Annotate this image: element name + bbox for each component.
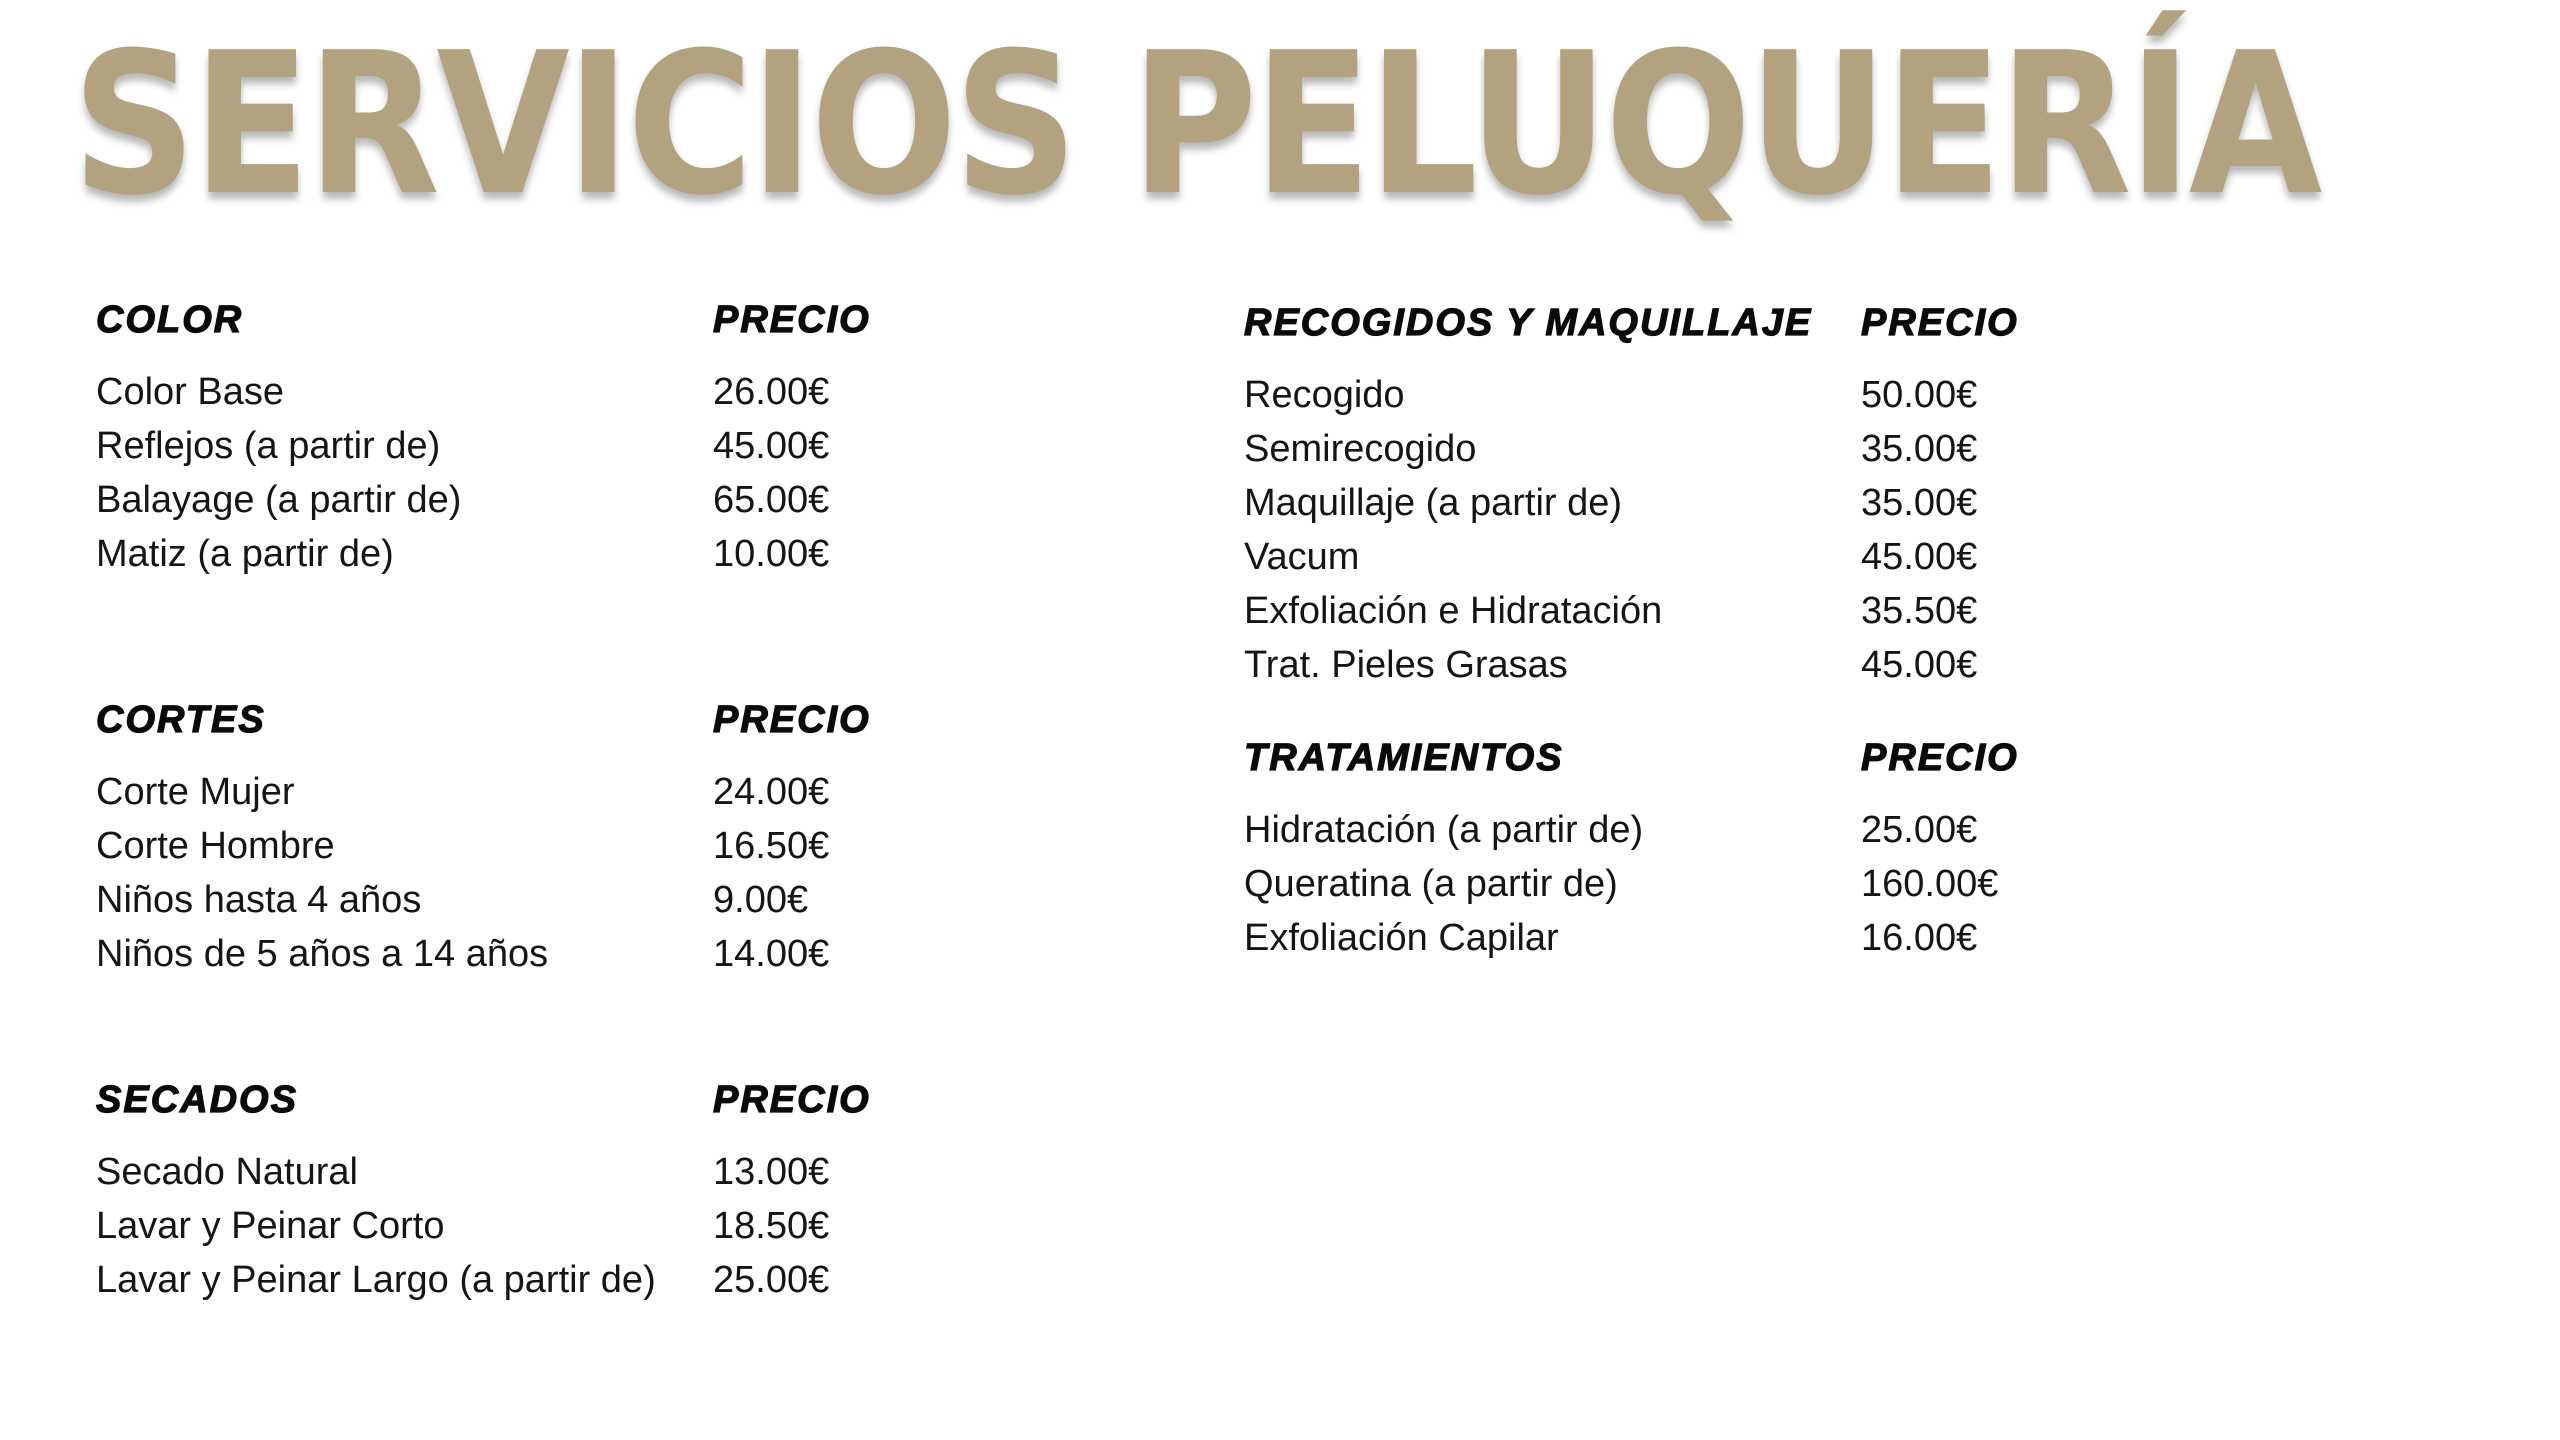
section-heading: RECOGIDOS Y MAQUILLAJE <box>1244 302 1813 344</box>
service-name: Corte Mujer <box>96 771 295 813</box>
service-price: 10.00€ <box>713 533 830 575</box>
price-heading: PRECIO <box>713 1079 871 1121</box>
service-price: 9.00€ <box>713 879 809 921</box>
service-row <box>96 365 830 419</box>
section-heading: CORTES <box>96 699 266 741</box>
service-name: Reflejos (a partir de) <box>96 425 441 467</box>
section-recogidos-maquillaje <box>1244 298 2019 692</box>
service-row <box>1244 368 1978 422</box>
service-name: Exfoliación Capilar <box>1244 917 1559 959</box>
service-row <box>96 527 830 581</box>
section-cortes <box>96 695 871 981</box>
service-price: 35.00€ <box>1861 428 1978 470</box>
price-heading: PRECIO <box>1861 737 2019 779</box>
section-color <box>96 295 871 581</box>
service-price: 35.00€ <box>1861 482 1978 524</box>
service-row <box>1244 476 1978 530</box>
service-name: Queratina (a partir de) <box>1244 863 1618 905</box>
service-row <box>96 873 809 927</box>
service-price: 50.00€ <box>1861 374 1978 416</box>
section-tratamientos <box>1244 733 2019 965</box>
service-name: Exfoliación e Hidratación <box>1244 590 1663 632</box>
service-name: Balayage (a partir de) <box>96 479 462 521</box>
service-row <box>1244 530 1978 584</box>
service-row <box>96 1145 830 1199</box>
service-name: Niños hasta 4 años <box>96 879 422 921</box>
price-heading: PRECIO <box>713 299 871 341</box>
service-name: Semirecogido <box>1244 428 1477 470</box>
service-price: 26.00€ <box>713 371 830 413</box>
service-price: 65.00€ <box>713 479 830 521</box>
service-name: Trat. Pieles Grasas <box>1244 644 1568 686</box>
section-heading: TRATAMIENTOS <box>1244 737 1564 779</box>
service-price: 35.50€ <box>1861 590 1978 632</box>
service-price: 25.00€ <box>1861 809 1978 851</box>
service-row <box>96 927 830 981</box>
service-price: 45.00€ <box>713 425 830 467</box>
service-name: Corte Hombre <box>96 825 335 867</box>
section-header <box>96 295 871 365</box>
service-row <box>1244 422 1978 476</box>
service-row <box>96 765 830 819</box>
service-row <box>1244 803 1978 857</box>
service-row <box>96 419 830 473</box>
service-name: Lavar y Peinar Largo (a partir de) <box>96 1259 656 1301</box>
service-price: 16.00€ <box>1861 917 1978 959</box>
section-header <box>96 1075 871 1145</box>
service-row <box>1244 584 1978 638</box>
service-price: 13.00€ <box>713 1151 830 1193</box>
service-name: Niños de 5 años a 14 años <box>96 933 549 975</box>
section-secados <box>96 1075 871 1307</box>
section-heading: COLOR <box>96 299 244 341</box>
section-header <box>1244 298 2019 368</box>
section-header <box>1244 733 2019 803</box>
service-price: 160.00€ <box>1861 863 1999 905</box>
page-title: SERVICIOS PELUQUERÍA <box>72 11 2319 239</box>
service-row <box>96 1199 830 1253</box>
service-name: Matiz (a partir de) <box>96 533 394 575</box>
service-price: 24.00€ <box>713 771 830 813</box>
service-name: Vacum <box>1244 536 1360 578</box>
service-row <box>1244 638 1978 692</box>
service-name: Color Base <box>96 371 284 413</box>
service-price: 14.00€ <box>713 933 830 975</box>
section-heading: SECADOS <box>96 1079 298 1121</box>
service-price: 16.50€ <box>713 825 830 867</box>
price-heading: PRECIO <box>713 699 871 741</box>
service-row <box>96 473 830 527</box>
service-row <box>1244 911 1978 965</box>
service-name: Recogido <box>1244 374 1405 416</box>
service-price: 18.50€ <box>713 1205 830 1247</box>
section-header <box>96 695 871 765</box>
service-name: Hidratación (a partir de) <box>1244 809 1644 851</box>
service-name: Secado Natural <box>96 1151 358 1193</box>
service-name: Lavar y Peinar Corto <box>96 1205 445 1247</box>
service-price: 25.00€ <box>713 1259 830 1301</box>
service-name: Maquillaje (a partir de) <box>1244 482 1623 524</box>
service-price: 45.00€ <box>1861 536 1978 578</box>
service-price: 45.00€ <box>1861 644 1978 686</box>
price-heading: PRECIO <box>1861 302 2019 344</box>
service-row <box>96 1253 830 1307</box>
service-row <box>96 819 830 873</box>
service-row <box>1244 857 1999 911</box>
